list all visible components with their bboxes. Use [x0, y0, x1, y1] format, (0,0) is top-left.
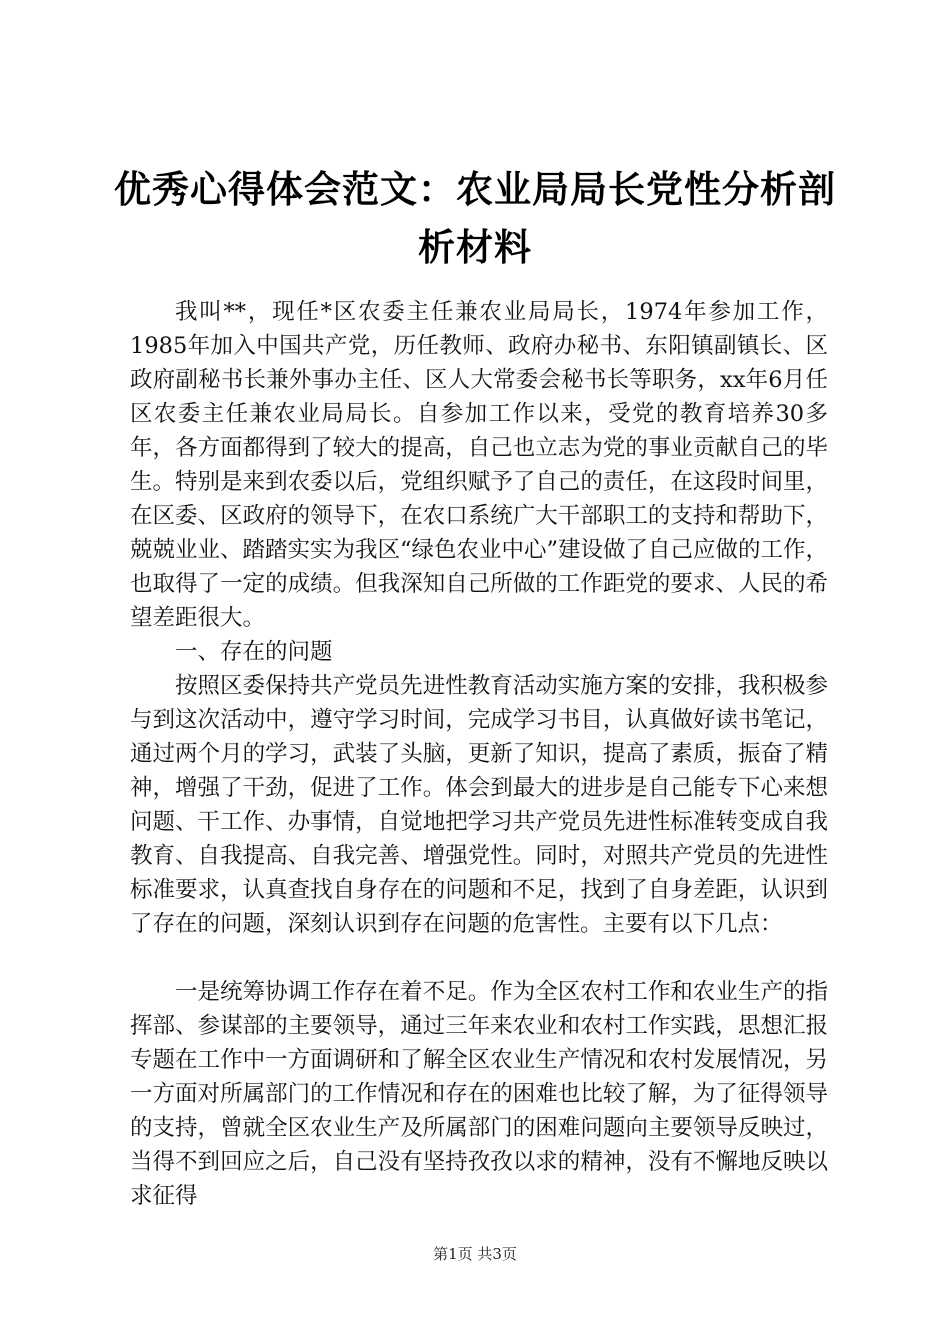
page-number-footer: 第1页 共3页: [433, 1245, 517, 1263]
document-title: 优秀心得体会范文：农业局局长党性分析剖析材料: [114, 167, 836, 269]
paragraph-problems: 按照区委保持共产党员先进性教育活动实施方案的安排，我积极参与到这次活动中，遵守学习时间，完成学习书目，认真做好读书笔记，通过两个月的学习，武装了头脑，更新了知识，提高了素质，振奋了精神，增强了干劲，促进了工作。体会到最大的进步是自己能专下心来想问题、干工作、办事情，自觉地把学习共产党员先进性标准转变成自我教育、自我提高、自我完善、增强党性。同时，对照共产党员的先进性标准要求，认真查找自身存在的问题和不足，找到了自身差距，认识到了存在的问题，深刻认识到存在问题的危害性。主要有以下几点：: [130, 673, 828, 937]
paragraph-intro: 我叫**，现任*区农委主任兼农业局局长，1974年参加工作，1985年加入中国共产党，历任教师、政府办秘书、东阳镇副镇长、区政府副秘书长兼外事办主任、区人大常委会秘书长等职务，xx年6月任区农委主任兼农业局局长。自参加工作以来，受党的教育培养30多年，各方面都得到了较大的提高，自己也立志为党的事业贡献自己的毕生。特别是来到农委以后，党组织赋予了自己的责任，在这段时间里，在区委、区政府的领导下，在农口系统广大干部职工的支持和帮助下，兢兢业业、踏踏实实为我区“绿色农业中心”建设做了自己应做的工作，也取得了一定的成绩。但我深知自己所做的工作距党的要求、人民的希望差距很大。: [130, 299, 829, 631]
paragraph-point-one: 一是统筹协调工作存在着不足。作为全区农村工作和农业生产的指挥部、参谋部的主要领导，通过三年来农业和农村工作实践，思想汇报专题在工作中一方面调研和了解全区农业生产情况和农村发展情况，另一方面对所属部门的工作情况和存在的困难也比较了解，为了征得领导的支持，曾就全区农业生产及所属部门的困难问题向主要领导反映过，当得不到回应之后，自己没有坚持孜孜以求的精神，没有不懈地反映以求征得: [130, 979, 828, 1209]
section-heading: 一、存在的问题: [175, 639, 333, 665]
document-body: [130, 295, 828, 1213]
